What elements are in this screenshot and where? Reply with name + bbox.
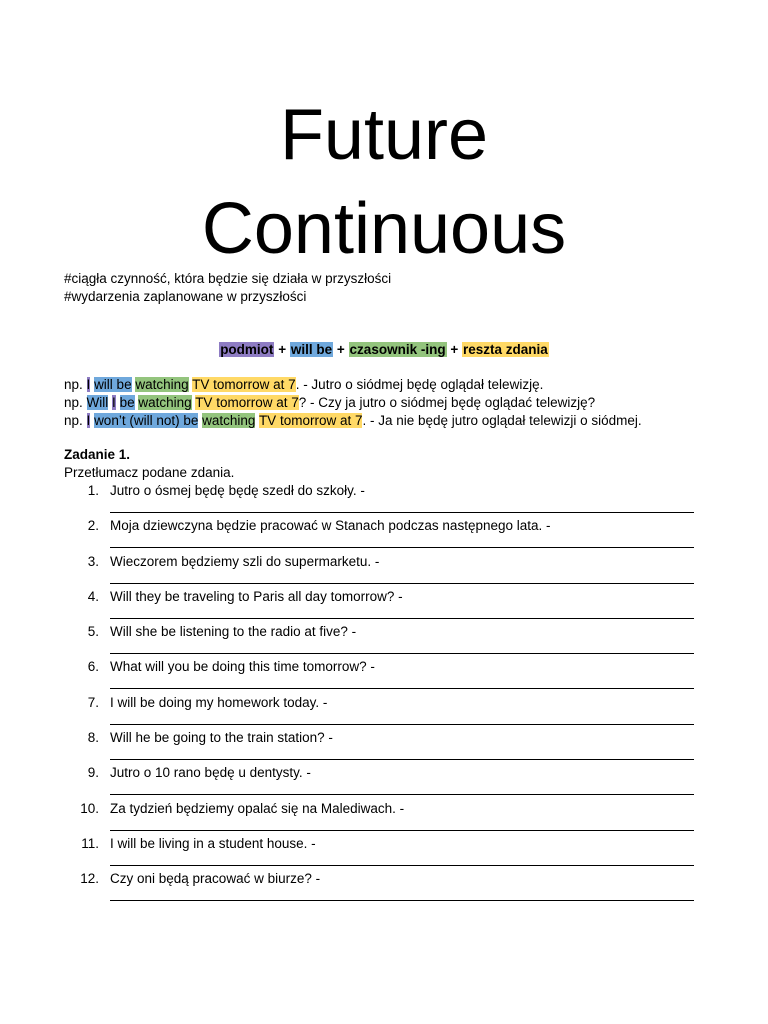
task-item bbox=[64, 553, 704, 588]
answer-line bbox=[110, 830, 694, 831]
task-item-number: 6. bbox=[87, 659, 99, 675]
highlight-verb: watching bbox=[135, 377, 189, 392]
task-item bbox=[64, 623, 704, 658]
formula bbox=[0, 341, 768, 359]
task-item-text: Will she be listening to the radio at five? - bbox=[110, 624, 357, 640]
answer-line bbox=[110, 688, 694, 689]
task-item-number: 5. bbox=[87, 624, 99, 640]
task-item-number: 11. bbox=[81, 835, 99, 851]
example-text: . - Jutro o siódmej będę oglądał telewizję. bbox=[295, 377, 544, 392]
highlight-will: will be bbox=[94, 377, 132, 392]
formula-rest: reszta zdania bbox=[463, 342, 548, 357]
task-item bbox=[64, 694, 704, 729]
task-item-text: Jutro o 10 rano będę u dentysty. - bbox=[110, 765, 311, 781]
example-text bbox=[116, 395, 120, 410]
task-item-text: Moja dziewczyna będzie pracować w Stanach podczas następnego lata. - bbox=[110, 518, 551, 534]
example-sentence bbox=[64, 394, 642, 412]
task-item-number: 2. bbox=[87, 518, 99, 534]
task-item-text: I will be living in a student house. - bbox=[110, 835, 316, 851]
answer-line bbox=[110, 759, 694, 760]
task-item-number: 9. bbox=[87, 765, 99, 781]
task-item-text: Czy oni będą pracować w biurze? - bbox=[110, 871, 321, 887]
task-item bbox=[64, 800, 704, 835]
task-item-text: I will be doing my homework today. - bbox=[110, 694, 328, 710]
task-item-text: Wieczorem będziemy szli do supermarketu. - bbox=[110, 553, 380, 569]
task-item-number: 1. bbox=[87, 483, 99, 498]
formula-plus: + bbox=[336, 342, 345, 357]
highlight-verb: watching bbox=[202, 412, 256, 428]
task-instruction: Przetłumacz podane zdania. bbox=[64, 465, 235, 480]
task-item-number: 7. bbox=[87, 694, 99, 710]
highlight-will: Will bbox=[86, 394, 109, 410]
note-planned-events: #wydarzenia zaplanowane w przyszłości bbox=[64, 288, 307, 304]
task-item bbox=[64, 835, 704, 870]
formula-will-be: will be bbox=[290, 342, 333, 357]
answer-line bbox=[110, 618, 694, 619]
task-item bbox=[64, 482, 704, 517]
answer-line bbox=[110, 865, 694, 866]
task-item bbox=[64, 729, 704, 764]
highlight-rest: TV tomorrow at 7 bbox=[258, 412, 363, 428]
answer-line bbox=[110, 583, 694, 584]
task-item-text: Jutro o ósmej będę będę szedł do szkoły. - bbox=[110, 483, 365, 498]
formula-plus: + bbox=[278, 342, 287, 357]
task-item-number: 8. bbox=[87, 730, 99, 746]
highlight-verb: watching bbox=[138, 394, 192, 410]
highlight-subject: I bbox=[112, 394, 116, 410]
task-item-text: Za tydzień będziemy opalać się na Malediwach. - bbox=[110, 800, 405, 816]
answer-line bbox=[110, 547, 694, 548]
example-sentence bbox=[64, 412, 642, 430]
formula-subject: podmiot bbox=[220, 342, 274, 357]
highlight-subject: I bbox=[86, 377, 91, 392]
task-item-text: Will he be going to the train station? - bbox=[110, 730, 333, 746]
notes bbox=[64, 270, 391, 305]
example-text: np. bbox=[64, 377, 87, 392]
answer-line bbox=[110, 794, 694, 795]
title-line-2: Continuous bbox=[201, 189, 567, 270]
note-continuous-action: #ciągła czynność, która będzie się działa w przyszłości bbox=[64, 271, 392, 286]
answer-line bbox=[110, 724, 694, 725]
task-item-number: 3. bbox=[87, 553, 99, 569]
task-item-number: 4. bbox=[87, 588, 99, 604]
task-item bbox=[64, 658, 704, 693]
task-item-text: Will they be traveling to Paris all day tomorrow? - bbox=[110, 588, 403, 604]
task-item bbox=[64, 764, 704, 799]
task-item-text: What will you be doing this time tomorrow? - bbox=[110, 659, 375, 675]
example-text: np. bbox=[64, 394, 87, 410]
highlight-rest: TV tomorrow at 7 bbox=[195, 394, 299, 410]
example-text: . - Ja nie będę jutro oglądał telewizji o siódmej. bbox=[362, 412, 642, 428]
task-item-number: 12. bbox=[80, 871, 99, 887]
task-title: Zadanie 1. bbox=[64, 447, 131, 462]
answer-line bbox=[110, 900, 694, 901]
highlight-subject: I bbox=[86, 412, 91, 428]
title-line-1: Future bbox=[279, 95, 489, 176]
example-sentence bbox=[64, 376, 642, 394]
task-item bbox=[64, 870, 704, 905]
task-list bbox=[64, 482, 704, 906]
task-item-number: 10. bbox=[80, 800, 99, 816]
highlight-will: won’t (will not) be bbox=[94, 412, 199, 428]
task-item bbox=[64, 588, 704, 623]
example-text: ? - Czy ja jutro o siódmej będę oglądać telewizję? bbox=[298, 394, 596, 410]
task-item bbox=[64, 517, 704, 552]
formula-plus: + bbox=[450, 342, 459, 357]
highlight-rest: TV tomorrow at 7 bbox=[192, 377, 296, 392]
example-text: np. bbox=[64, 412, 87, 428]
highlight-will: be bbox=[119, 394, 135, 410]
page-title bbox=[0, 88, 768, 276]
examples bbox=[64, 376, 642, 429]
answer-line bbox=[110, 653, 694, 654]
answer-line bbox=[110, 512, 694, 513]
formula-verb: czasownik -ing bbox=[349, 342, 446, 357]
